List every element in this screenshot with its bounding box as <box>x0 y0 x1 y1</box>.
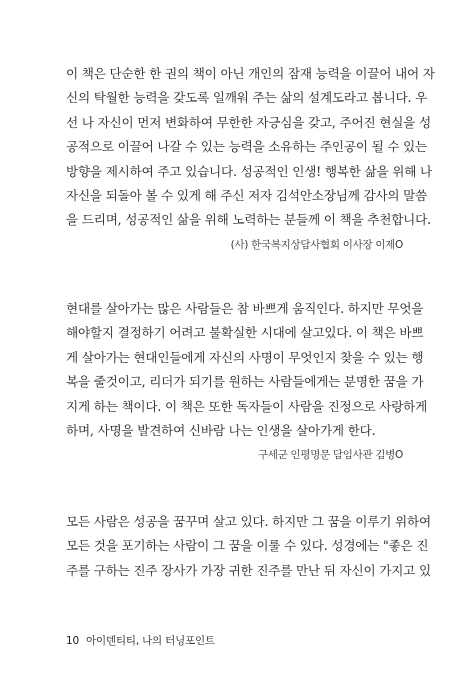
paragraph-line: 자신을 되돌아 볼 수 있게 해 주신 저자 김석안소장님께 감사의 말씀 <box>66 188 428 204</box>
paragraph-line: 을 드리며, 성공적인 삶을 위해 노력하는 분들께 이 책을 추천합니다. <box>66 212 431 228</box>
paragraph-line: 지게 하는 책이다. 이 책은 또한 독자들이 사람을 진정으로 사랑하게 <box>66 398 428 414</box>
endorsement-2 <box>66 297 428 462</box>
paragraph-line: 방향을 제시하여 주고 있습니다. 성공적인 인생! 행복한 삶을 위해 나 <box>66 163 432 179</box>
paragraph-line: 주를 구하는 진주 장사가 가장 귀한 진주를 만난 뒤 자신이 가지고 있 <box>66 562 431 578</box>
paragraph-line: 해야할지 결정하기 어려고 불확실한 시대에 살고있다. 이 책은 바쁘 <box>66 325 424 341</box>
paragraph-line: 모든 사람은 성공을 꿈꾸며 살고 있다. 하지만 그 꿈을 이루기 위하여 <box>66 514 431 529</box>
paragraph-line: 하며, 사명을 발견하여 신바람 나는 인생을 살아가게 한다. <box>66 423 376 439</box>
book-title: 아이덴티티, 나의 터닝포인트 <box>86 635 215 647</box>
page-footer <box>66 633 215 648</box>
endorsement-signature: (사) 한국복지상담사협회 이사장 이제O <box>230 238 403 251</box>
paragraph-line: 현대를 살아가는 많은 사람들은 참 바쁘게 움직인다. 하지만 무엇을 <box>66 301 424 316</box>
paragraph-line: 모든 것을 포기하는 사람이 그 꿈을 이룰 수 있다. 성경에는 "좋은 진 <box>66 538 429 554</box>
paragraph-line: 신의 탁월한 능력을 갖도록 일깨워 주는 삶의 설계도라고 봅니다. 우 <box>66 90 428 106</box>
page-number: 10 <box>66 635 79 647</box>
endorsement-signature: 구세군 인평명문 담임사관 김병O <box>257 449 403 462</box>
paragraph-line: 복을 줄것이고, 리더가 되기를 원하는 사람들에게는 분명한 꿈을 가 <box>66 374 424 390</box>
endorsement-3 <box>66 510 431 583</box>
paragraph-line: 선 나 자신이 먼저 변화하여 무한한 자긍심을 갖고, 주어진 현실을 성 <box>66 114 431 130</box>
paragraph-line: 공적으로 이끌어 나갈 수 있는 능력을 소유하는 주인공이 될 수 있는 <box>66 139 428 155</box>
paragraph-line: 게 살아가는 현대인들에게 자신의 사명이 무엇인지 찾을 수 있는 행 <box>66 349 424 365</box>
paragraph-line: 이 책은 단순한 한 권의 책이 아닌 개인의 잠재 능력을 이끌어 내어 자 <box>66 66 435 81</box>
endorsement-1 <box>66 62 435 252</box>
